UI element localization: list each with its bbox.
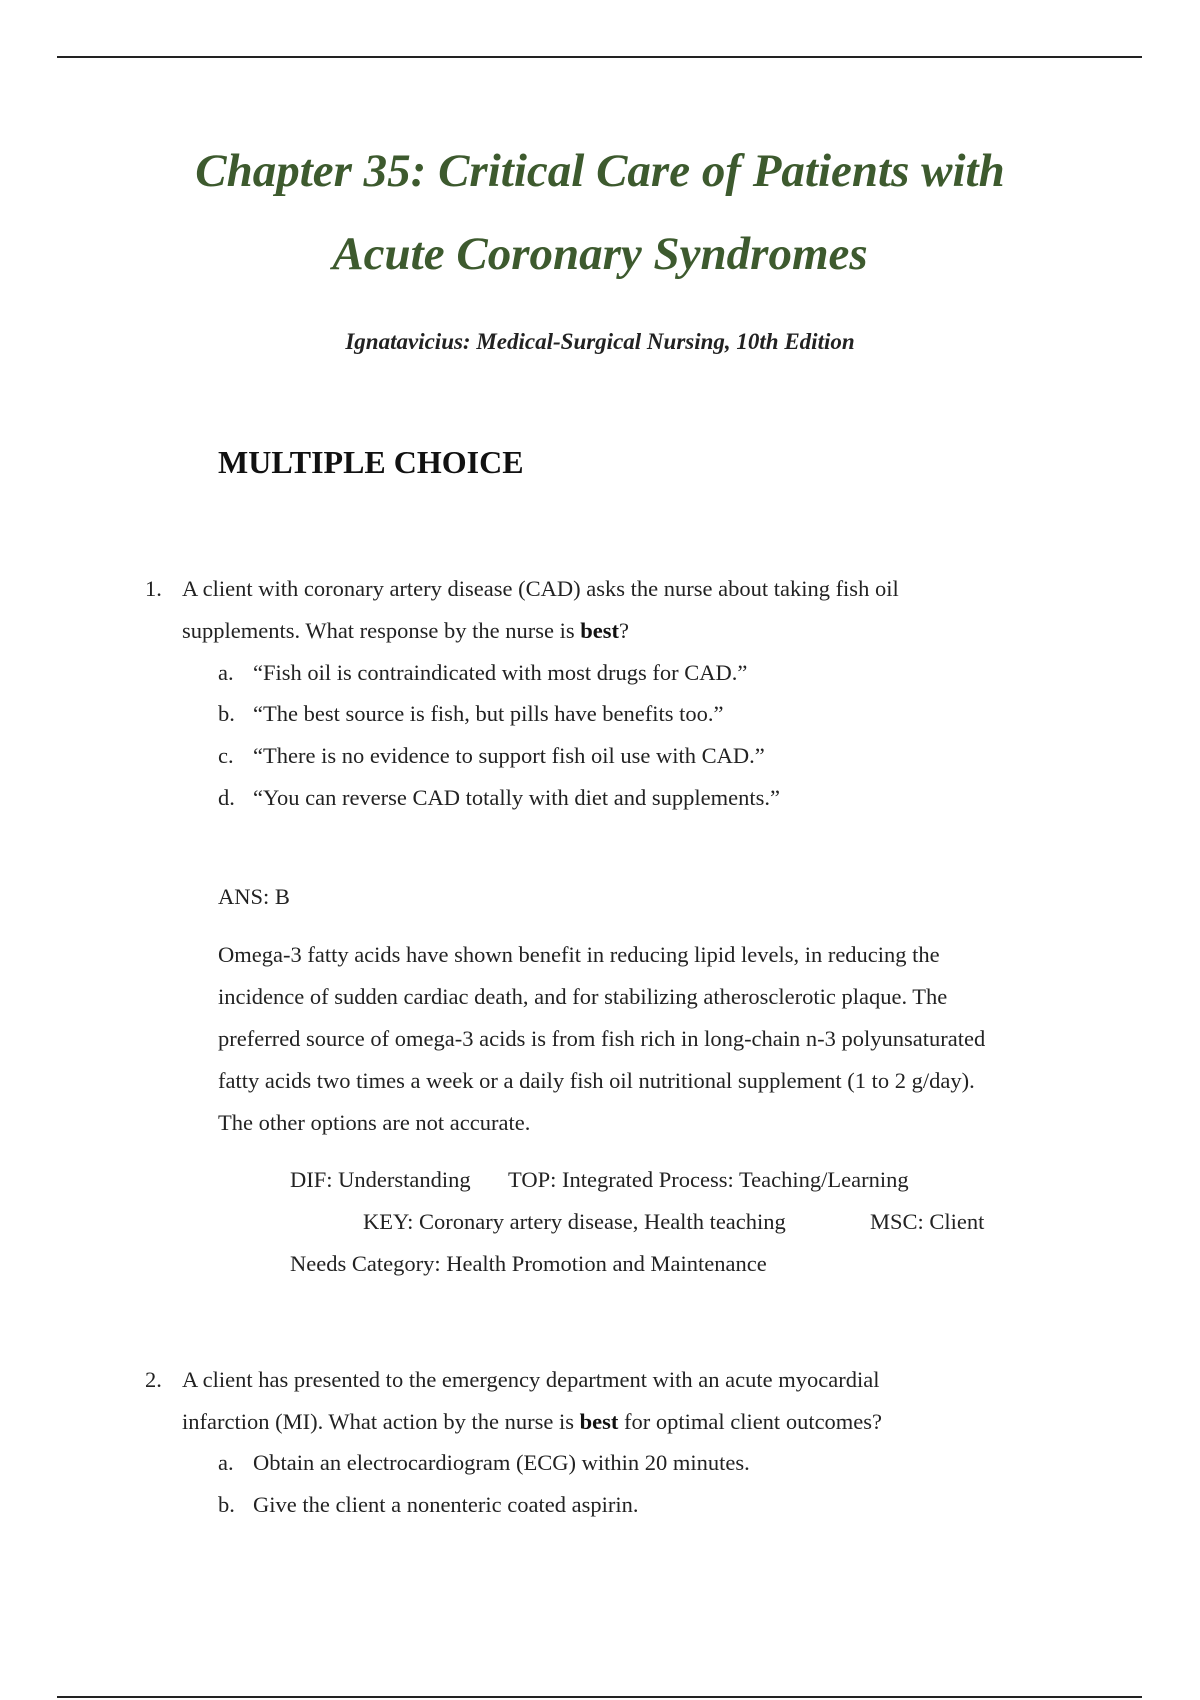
rationale-line: incidence of sudden cardiac death, and for stabilizing atherosclerotic plaque. The — [218, 984, 948, 1009]
option-letter: b. — [218, 1492, 235, 1517]
book-subtitle: Ignatavicius: Medical-Surgical Nursing, 10th Edition — [345, 329, 855, 354]
stem-text: ? — [619, 618, 630, 643]
chapter-title-line-1: Chapter 35: Critical Care of Patients with — [195, 145, 1005, 197]
question-stem-line — [182, 618, 629, 644]
question-number: 2. — [145, 1367, 162, 1392]
rationale-line: Omega-3 fatty acids have shown benefit in reducing lipid levels, in reducing the — [218, 942, 940, 967]
option-text: “Fish oil is contraindicated with most drugs for CAD.” — [253, 660, 748, 685]
answer-key: ANS: B — [218, 884, 290, 909]
question-stem-line — [182, 1409, 882, 1435]
question-number: 1. — [145, 576, 162, 601]
option-text: “The best source is fish, but pills have benefits too.” — [253, 701, 724, 726]
section-heading: MULTIPLE CHOICE — [218, 444, 524, 480]
bottom-rule — [57, 1696, 1142, 1698]
option-letter: c. — [218, 743, 234, 768]
chapter-title-line-2: Acute Coronary Syndromes — [332, 228, 868, 280]
meta-topic: TOP: Integrated Process: Teaching/Learning — [508, 1167, 909, 1192]
emphasis-text: best — [580, 618, 620, 643]
option-letter: b. — [218, 701, 235, 726]
option-text: Give the client a nonenteric coated aspirin. — [253, 1492, 639, 1517]
emphasis-text: best — [579, 1409, 619, 1434]
option-letter: d. — [218, 785, 235, 810]
option-text: “You can reverse CAD totally with diet and supplements.” — [253, 785, 780, 810]
meta-needs-category: Needs Category: Health Promotion and Maintenance — [290, 1251, 767, 1276]
stem-text: supplements. What response by the nurse is — [182, 618, 581, 643]
rationale-line: fatty acids two times a week or a daily fish oil nutritional supplement (1 to 2 g/day). — [218, 1068, 975, 1093]
meta-key: KEY: Coronary artery disease, Health teaching — [363, 1209, 786, 1234]
meta-msc: MSC: Client — [870, 1209, 985, 1234]
option-letter: a. — [218, 1450, 234, 1475]
question-stem-line: A client with coronary artery disease (CAD) asks the nurse about taking fish oil — [182, 576, 899, 601]
rationale-line: preferred source of omega-3 acids is from fish rich in long-chain n-3 polyunsaturated — [218, 1026, 986, 1051]
option-text: “There is no evidence to support fish oil use with CAD.” — [253, 743, 765, 768]
top-rule — [57, 56, 1142, 58]
stem-text: infarction (MI). What action by the nurse is — [182, 1409, 580, 1434]
stem-text: for optimal client outcomes? — [618, 1409, 883, 1434]
meta-difficulty: DIF: Understanding — [290, 1167, 471, 1192]
rationale-line: The other options are not accurate. — [218, 1110, 531, 1135]
question-stem-line: A client has presented to the emergency department with an acute myocardial — [182, 1367, 880, 1392]
option-letter: a. — [218, 660, 234, 685]
option-text: Obtain an electrocardiogram (ECG) within 20 minutes. — [253, 1450, 750, 1475]
